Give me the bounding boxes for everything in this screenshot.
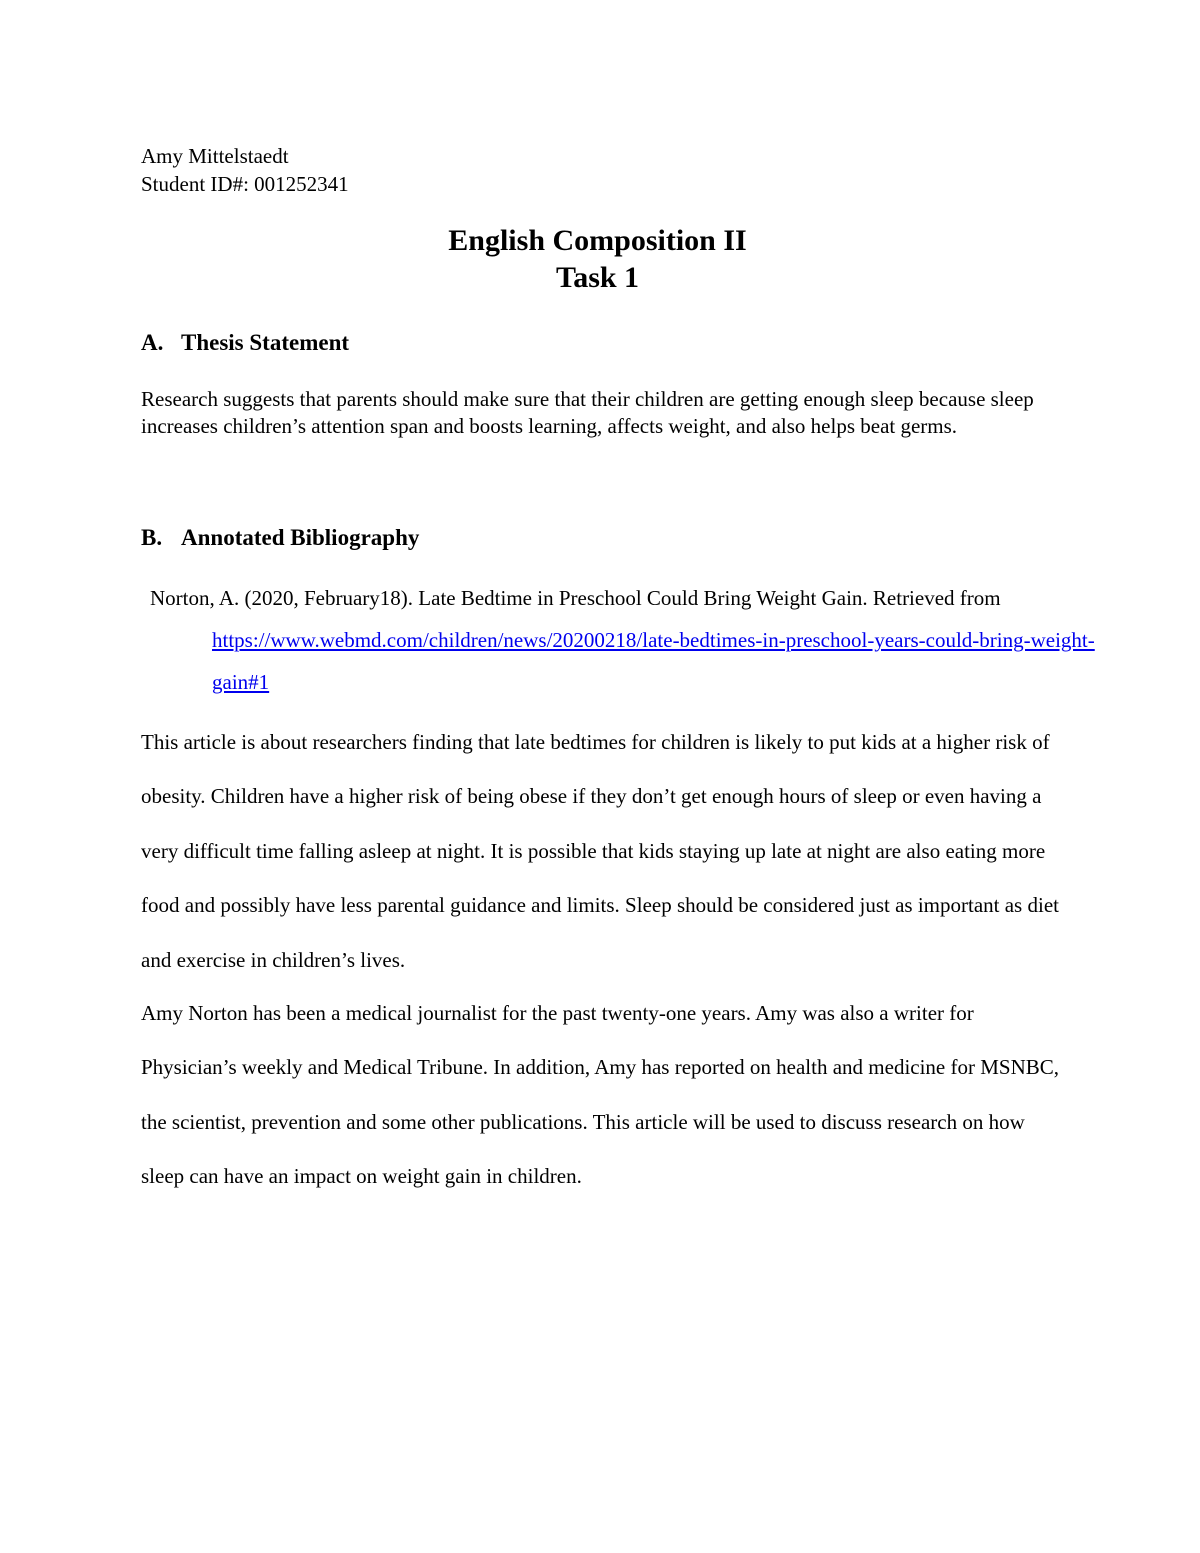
author-block (141, 142, 349, 198)
citation-link[interactable]: https://www.webmd.com/children/news/20200218/late-bedtimes-in-preschool-years-could-bring-weight-gain#1 (212, 628, 1095, 694)
student-id: Student ID#: 001252341 (141, 172, 349, 196)
author-name: Amy Mittelstaedt (141, 144, 289, 168)
document-title (0, 222, 1195, 296)
annotation-author-paragraph: Amy Norton has been a medical journalist for the past twenty-one years. Amy was also a writer for Physician’s weekly and Medical Tribune. In addition, Amy has reported on health and medicine for MSNBC, the scientist, prevention and some other publications. This article will be used to discuss research on how sleep can have an impact on weight gain in children. (141, 1001, 1060, 1189)
citation-text: Norton, A. (2020, February18). Late Bedtime in Preschool Could Bring Weight Gain. Retrieved from (150, 586, 1001, 610)
section-b-title: Annotated Bibliography (181, 525, 420, 550)
section-b-heading (141, 523, 419, 553)
bibliography-citation (150, 577, 1120, 703)
task-title: Task 1 (555, 261, 640, 294)
section-a-letter: A. (141, 330, 164, 355)
annotation-summary-paragraph: This article is about researchers finding that late bedtimes for children is likely to put kids at a higher risk of obesity. Children have a higher risk of being obese if they don’t get enough hours of sleep or even having a very difficult time falling asleep at night. It is possible that kids staying up late at night are also eating more food and possibly have less parental guidance and limits. Sleep should be considered just as important as diet and exercise in children’s lives. (141, 730, 1059, 972)
section-a-title: Thesis Statement (181, 330, 350, 355)
section-b-letter: B. (141, 525, 163, 550)
course-title: English Composition II (448, 224, 747, 257)
thesis-statement: Research suggests that parents should make sure that their children are getting enough sleep because sleep increases children’s attention span and boosts learning, affects weight, and also helps beat germs. (141, 387, 1034, 438)
section-a-heading (141, 328, 349, 358)
